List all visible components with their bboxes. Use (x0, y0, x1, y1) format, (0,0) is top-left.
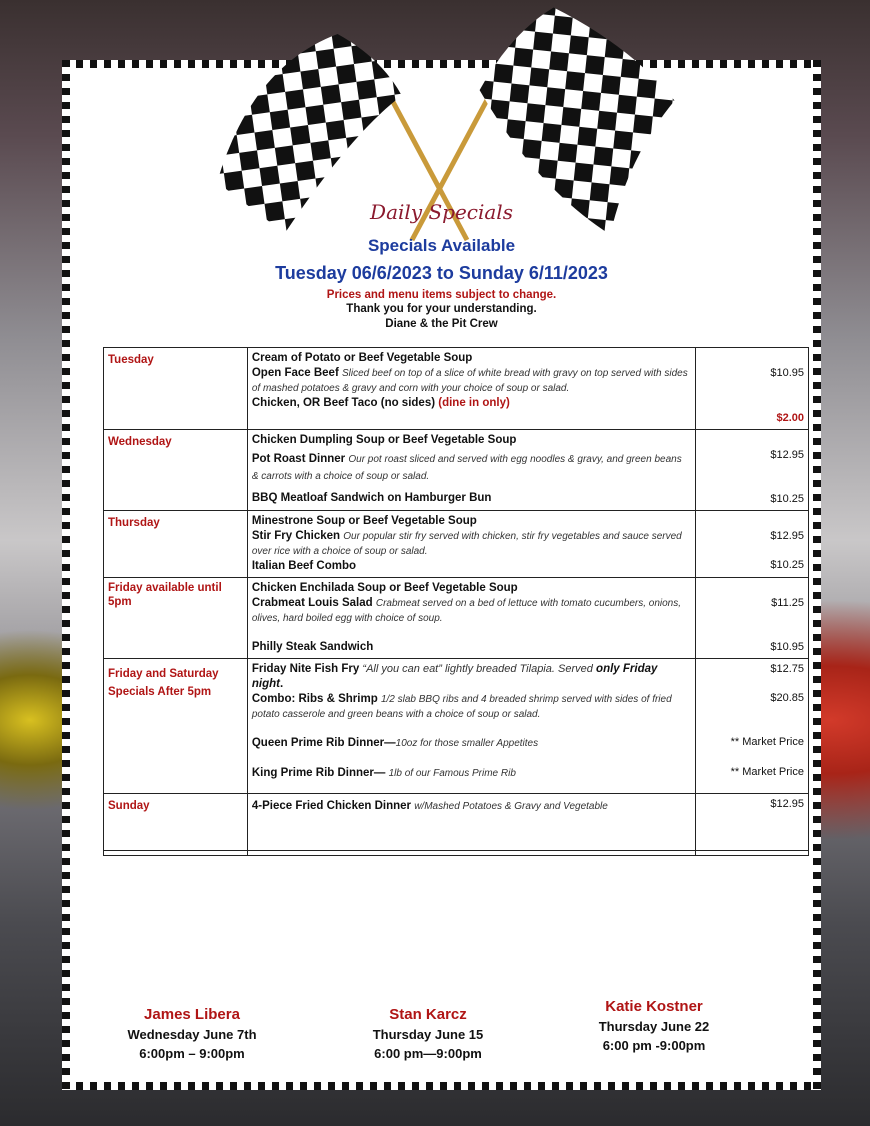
day-label: Wednesday (104, 430, 248, 511)
price-notice: Prices and menu items subject to change. (326, 289, 557, 301)
menu-card (62, 60, 821, 1090)
menu-item-name: Open Face Beef (251, 367, 339, 379)
price: ** Market Price (730, 766, 804, 778)
performer-name: Katie Kostner (605, 998, 703, 1015)
performer-card (328, 1006, 528, 1061)
date-range: Tuesday 06/6/2023 to Sunday 6/11/2023 (275, 263, 608, 283)
menu-item-name: BBQ Meatloaf Sandwich on Hamburger Bun (251, 492, 492, 504)
table-row (104, 430, 809, 511)
table-row (104, 578, 809, 659)
menu-item-name: Crabmeat Louis Salad (251, 597, 373, 609)
menu-item-name: 4-Piece Fried Chicken Dinner (251, 800, 411, 812)
performer-name: Stan Karcz (389, 1006, 467, 1023)
menu-item-name: Pot Roast Dinner (251, 453, 346, 465)
menu-item-name: Queen Prime Rib Dinner— (251, 737, 396, 749)
price: $10.95 (770, 641, 804, 653)
performer-card (554, 998, 754, 1053)
menu-item-desc: 1lb of our Famous Prime Rib (388, 768, 516, 779)
performer-date: Wednesday June 7th (127, 1027, 257, 1042)
day-label: Friday and Saturday Specials After 5pm (104, 659, 248, 794)
table-row (104, 851, 809, 856)
day-label: Sunday (104, 794, 248, 851)
price: $12.95 (770, 449, 804, 461)
price: $2.00 (776, 412, 804, 424)
price: $20.85 (770, 692, 804, 704)
page-title: Daily Specials (370, 200, 513, 224)
menu-item-desc: Our popular stir fry served with chicken, stir fry vegetables and sauce served over rice with a choice of soup or salad. (251, 531, 682, 557)
price: ** Market Price (730, 736, 804, 748)
soup-item: Chicken Dumpling Soup or Beef Vegetable Soup (251, 434, 517, 446)
performer-date: Thursday June 15 (372, 1027, 484, 1042)
menu-item-desc: 10oz for those smaller Appetites (395, 738, 539, 749)
price: $10.25 (770, 493, 804, 505)
performer-time: 6:00pm – 9:00pm (139, 1046, 245, 1061)
performer-date: Thursday June 22 (598, 1019, 710, 1034)
menu-item-desc: Our pot roast sliced and served with egg noodles & gravy, and green beans & carrots with a choice of soup or salad. (251, 454, 682, 482)
menu-item-name: Combo: Ribs & Shrimp (251, 693, 378, 705)
performer-card (92, 1006, 292, 1061)
day-label: Thursday (104, 511, 248, 578)
performer-time: 6:00 pm -9:00pm (602, 1038, 706, 1053)
subtitle: Specials Available (367, 236, 516, 255)
menu-item-desc: w/Mashed Potatoes & Gravy and Vegetable (414, 801, 608, 812)
menu-item-name: Chicken, OR Beef Taco (no sides) (251, 397, 436, 409)
menu-item-note: (dine in only) (438, 397, 510, 409)
menu-item-name: Stir Fry Chicken (251, 530, 341, 542)
menu-item-desc: 1/2 slab BBQ ribs and 4 breaded shrimp served with sides of fried potato casserole and green beans with a choice of soup or salad. (251, 694, 672, 720)
menu-item-desc: “All you can eat” lightly breaded Tilapia. Served (362, 663, 593, 675)
menu-item-name: Italian Beef Combo (251, 560, 357, 572)
specials-table (103, 347, 809, 856)
soup-item: Chicken Enchilada Soup or Beef Vegetable Soup (251, 582, 518, 594)
menu-item-name: King Prime Rib Dinner— (251, 767, 386, 779)
performer-time: 6:00 pm—9:00pm (374, 1046, 482, 1061)
menu-item-desc: Crabmeat served on a bed of lettuce with tomato cucumbers, onions, olives, hard boiled egg with choice of soup. (251, 598, 682, 624)
day-label: Friday available until 5pm (104, 578, 248, 659)
table-row (104, 348, 809, 430)
price: $11.25 (771, 597, 804, 609)
thanks-note: Thank you for your understanding. (346, 303, 537, 315)
menu-item-name: Friday Nite Fish Fry (251, 663, 360, 675)
menu-item-name: Philly Steak Sandwich (251, 641, 374, 653)
table-row (104, 794, 809, 851)
price: $10.95 (770, 367, 804, 379)
performer-name: James Libera (144, 1006, 240, 1023)
price: $12.75 (770, 663, 804, 675)
price: $12.95 (770, 530, 804, 542)
menu-item-desc: Sliced beef on top of a slice of white bread with gravy on top served with sides of mashed potatoes & gravy and corn with your choice of soup or salad. (251, 368, 688, 394)
menu-item-desc-bold: only Friday night (251, 663, 658, 690)
price: $12.95 (770, 798, 804, 810)
day-label: Tuesday (104, 348, 248, 430)
soup-item: Cream of Potato or Beef Vegetable Soup (251, 352, 473, 364)
soup-item: Minestrone Soup or Beef Vegetable Soup (251, 515, 477, 527)
table-row (104, 511, 809, 578)
checker-border-bottom (62, 1082, 821, 1090)
signoff: Diane & the Pit Crew (385, 318, 498, 330)
table-row: Friday and Saturday Specials After 5pm Friday Nite Fish Fry “All you can eat” lightly breaded Tilapia. Served only Friday night. Combo: Ribs & Shrimp 1/2 slab BBQ ribs and 4 breaded shrimp served with sides of fried potato casserole and green beans with a choice of soup or salad. Queen Prime Rib Dinner—10oz for those smaller Appetites King Prime Rib Dinner— 1lb of our Famous Prime Rib $12.75 $20.85 ** Market Price ** Market Price (104, 659, 809, 794)
price: $10.25 (770, 559, 804, 571)
